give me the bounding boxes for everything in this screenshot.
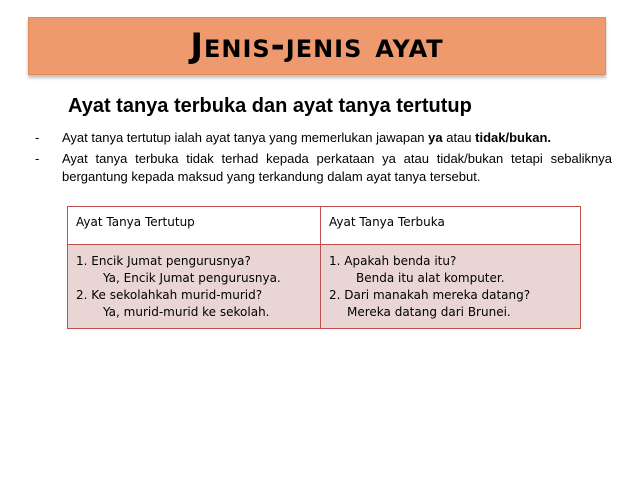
example-answer: Ya, Encik Jumat pengurusnya.	[103, 271, 281, 285]
table-header-closed: Ayat Tanya Tertutup	[68, 207, 321, 245]
example-question: 1. Apakah benda itu?	[329, 254, 457, 268]
section-subtitle: Ayat tanya terbuka dan ayat tanya tertutup	[68, 95, 472, 117]
bullet-text: Ayat tanya terbuka tidak terhad kepada perkataan ya atau tidak/bukan tetapi sebaliknya bergantung kepada maksud yang terkandung dalam ayat tanya tersebut.	[62, 151, 612, 184]
table-header-row	[68, 207, 581, 245]
bullet-bold-ya: ya	[428, 130, 443, 145]
table-row	[68, 245, 581, 329]
bullet-dash: -	[35, 130, 40, 145]
example-answer: Benda itu alat komputer.	[356, 271, 505, 285]
page-title: Jenis-jenis ayat	[190, 26, 444, 66]
example-question: 1. Encik Jumat pengurusnya?	[76, 254, 251, 268]
bullet-text-part: atau	[442, 130, 476, 145]
example-answer: Mereka datang dari Brunei.	[347, 305, 511, 319]
table-header-open: Ayat Tanya Terbuka	[321, 207, 581, 245]
example-question: 2. Ke sekolahkah murid-murid?	[76, 288, 263, 302]
bullet-bold-tidak: tidak/bukan.	[475, 130, 552, 145]
title-banner	[28, 17, 606, 75]
bullet-dash: -	[35, 151, 40, 166]
table-cell-closed-examples	[68, 245, 321, 329]
comparison-table	[67, 206, 581, 329]
table-cell-open-examples	[321, 245, 581, 329]
example-answer: Ya, murid-murid ke sekolah.	[103, 305, 270, 319]
bullet-text-part: Ayat tanya tertutup ialah ayat tanya yang memerlukan jawapan	[62, 130, 429, 145]
bullet-text	[62, 129, 612, 147]
example-question: 2. Dari manakah mereka datang?	[329, 288, 531, 302]
